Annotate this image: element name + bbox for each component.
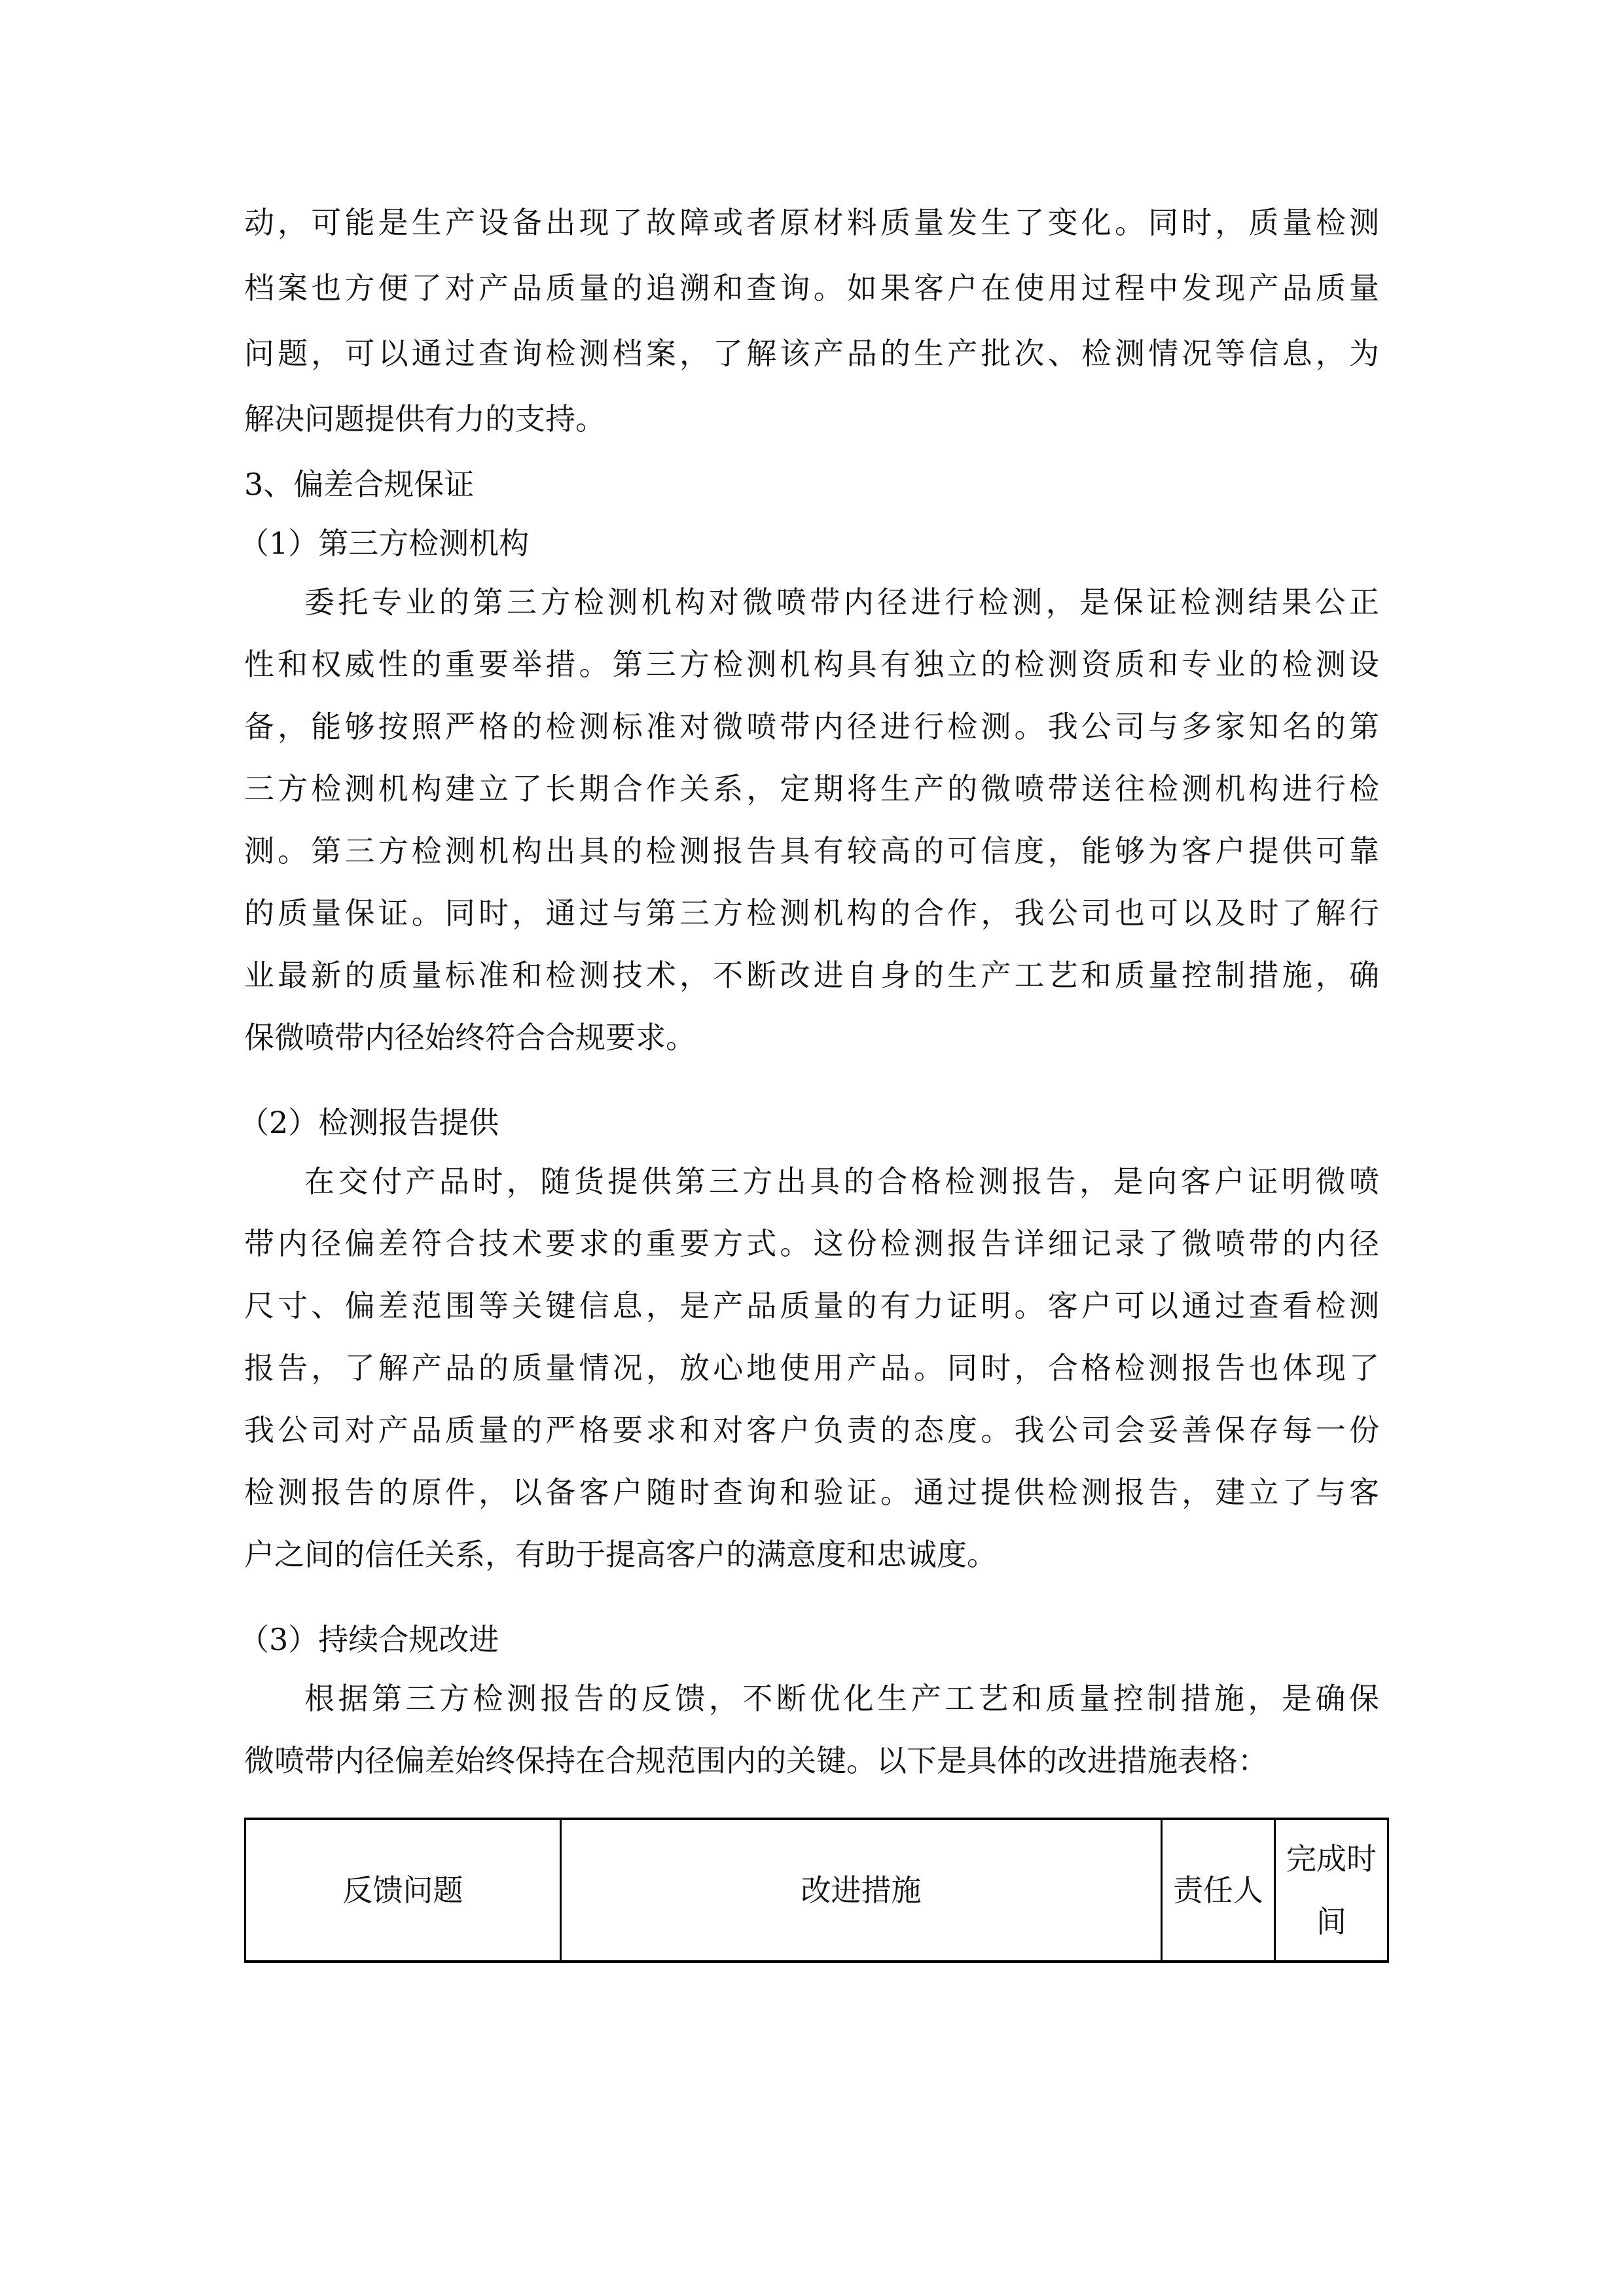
sub2-line-5: 我公司对产品质量的严格要求和对客户负责的态度。我公司会妥善保存每一份 [244, 1412, 1379, 1448]
sub2-line-4: 报告，了解产品的质量情况，放心地使用产品。同时，合格检测报告也体现了 [244, 1350, 1379, 1386]
table-header-row [245, 1819, 1388, 1962]
sub1-line-1: 委托专业的第三方检测机构对微喷带内径进行检测，是保证检测结果公正 [304, 584, 1379, 620]
intro-line-3: 问题，可以通过查询检测档案，了解该产品的生产批次、检测情况等信息，为 [244, 336, 1379, 371]
sub1-line-8: 保微喷带内径始终符合合规要求。 [244, 1020, 696, 1055]
sub3-line-1: 根据第三方检测报告的反馈，不断优化生产工艺和质量控制措施，是确保 [304, 1681, 1379, 1716]
header-completion-time-line-1: 完成时 [1286, 1841, 1377, 1876]
sub2-line-7: 户之间的信任关系，有助于提高客户的满意度和忠诚度。 [244, 1537, 997, 1572]
sub1-line-6: 的质量保证。同时，通过与第三方检测机构的合作，我公司也可以及时了解行 [244, 895, 1379, 931]
header-completion-time [1275, 1819, 1388, 1962]
sub2-line-6: 检测报告的原件，以备客户随时查询和验证。通过提供检测报告，建立了与客 [244, 1475, 1379, 1510]
intro-line-2: 档案也方便了对产品质量的追溯和查询。如果客户在使用过程中发现产品质量 [244, 270, 1379, 306]
subsection-3-heading: （3）持续合规改进 [239, 1622, 499, 1657]
subsection-2-heading: （2）检测报告提供 [239, 1105, 499, 1140]
sub1-line-2: 性和权威性的重要举措。第三方检测机构具有独立的检测资质和专业的检测设 [244, 647, 1379, 682]
header-feedback-issue: 反馈问题 [245, 1819, 561, 1962]
header-responsible-person: 责任人 [1162, 1819, 1275, 1962]
sub1-line-4: 三方检测机构建立了长期合作关系，定期将生产的微喷带送往检测机构进行检 [244, 771, 1379, 806]
intro-line-4: 解决问题提供有力的支持。 [244, 401, 605, 437]
sub2-line-3: 尺寸、偏差范围等关键信息，是产品质量的有力证明。客户可以通过查看检测 [244, 1288, 1379, 1323]
subsection-1-heading: （1）第三方检测机构 [239, 526, 530, 561]
sub3-line-2: 微喷带内径偏差始终保持在合规范围内的关键。以下是具体的改进措施表格： [244, 1743, 1268, 1778]
sub1-line-7: 业最新的质量标准和检测技术，不断改进自身的生产工艺和质量控制措施，确 [244, 958, 1379, 993]
header-improvement-measure: 改进措施 [561, 1819, 1162, 1962]
header-completion-time-line-2: 间 [1316, 1904, 1346, 1939]
sub1-line-5: 测。第三方检测机构出具的检测报告具有较高的可信度，能够为客户提供可靠 [244, 833, 1379, 869]
sub2-line-1: 在交付产品时，随货提供第三方出具的合格检测报告，是向客户证明微喷 [304, 1164, 1379, 1199]
improvement-measures-table [244, 1818, 1389, 1963]
intro-line-1: 动，可能是生产设备出现了故障或者原材料质量发生了变化。同时，质量检测 [244, 205, 1379, 240]
section-heading: 3、偏差合规保证 [244, 467, 475, 502]
sub1-line-3: 备，能够按照严格的检测标准对微喷带内径进行检测。我公司与多家知名的第 [244, 709, 1379, 744]
sub2-line-2: 带内径偏差符合技术要求的重要方式。这份检测报告详细记录了微喷带的内径 [244, 1226, 1379, 1261]
